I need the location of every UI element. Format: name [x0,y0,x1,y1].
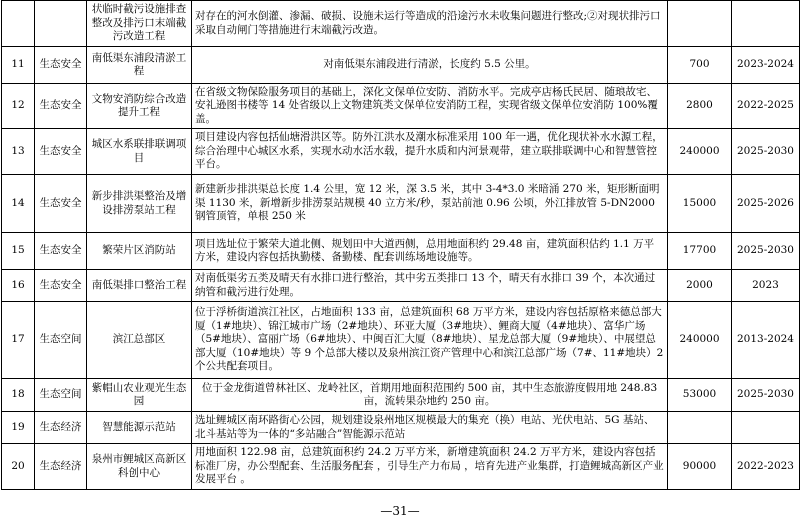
row-number: 18 [2,379,35,412]
row-project-name: 智慧能源示范站 [87,412,192,444]
table-row [2,1,800,47]
row-category [35,1,87,47]
row-investment: 2800 [668,84,732,129]
table-row [2,175,800,233]
row-category: 生态安全 [35,129,87,175]
table-row [2,84,800,129]
row-number: 14 [2,175,35,233]
row-period: 2023-2024 [732,47,800,84]
row-content: 在省级文物保险服务项目的基础上，深化文保单位安防、消防水平。完成亭店杨氏民居、随琅故宅、安礼逊图书楼等 14 处省级以上文物建筑类文保单位安消防工程，实现省级文保单位安消防 100%覆盖。 [192,84,668,129]
table-row [2,412,800,444]
row-number: 15 [2,233,35,270]
row-investment: 240000 [668,129,732,175]
row-category: 生态空间 [35,302,87,379]
table-row [2,129,800,175]
row-content: 对南低渠劣五类及晴天有水排口进行整治，其中劣五类排口 13 个，晴天有水排口 39 个，本次通过纳管和截污进行处理。 [192,270,668,302]
row-number: 16 [2,270,35,302]
project-table [1,0,800,490]
row-period [732,412,800,444]
row-investment: 53000 [668,379,732,412]
row-number: 11 [2,47,35,84]
row-content: 选址鲤城区南环路街心公园，规划建设泉州地区规模最大的集充（换）电站、光伏电站、5G 基站、北斗基站等为一体的“多站融合”智能源示范站 [192,412,668,444]
row-category: 生态安全 [35,233,87,270]
row-number: 20 [2,444,35,490]
row-period: 2025-2030 [732,233,800,270]
row-content: 项目选址位于繁荣大道北侧、规划田中大道西侧，总用地面积约 29.48 亩，建筑面积估约 1.1 万平方米，建设内容包括执勤楼、备勤楼、配套训练场地设施等。 [192,233,668,270]
row-project-name: 状临时截污设施排查整改及排污口末端截污改造工程 [87,1,192,47]
row-content: 新建新步排洪渠总长度 1.4 公里，宽 12 米，深 3.5 米，其中 3-4*3.0 米暗涌 270 米，矩形断面明渠 1130 米，新增新步排涝泵站规模 40 立方米/秒，泵站前池 0.96 公顷，外江排放管 5-DN2000 钢管顶管，单根 250 米 [192,175,668,233]
row-category: 生态经济 [35,444,87,490]
row-project-name: 南低渠排口整治工程 [87,270,192,302]
row-category: 生态经济 [35,412,87,444]
row-investment: 240000 [668,302,732,379]
row-content: 对南低渠东浦段进行清淤，长度约 5.5 公里。 [192,47,668,84]
row-period: 2025-2026 [732,175,800,233]
row-category: 生态安全 [35,84,87,129]
row-project-name: 泉州市鲤城区高新区科创中心 [87,444,192,490]
row-period: 2025-2030 [732,379,800,412]
row-project-name: 滨江总部区 [87,302,192,379]
row-investment: 15000 [668,175,732,233]
table-row [2,47,800,84]
row-number [2,1,35,47]
row-category: 生态安全 [35,175,87,233]
row-project-name: 紫帽山农业观光生态园 [87,379,192,412]
row-number: 13 [2,129,35,175]
row-project-name: 繁荣片区消防站 [87,233,192,270]
row-period: 2025-2030 [732,129,800,175]
row-investment: 17700 [668,233,732,270]
table-row [2,379,800,412]
row-project-name: 新步排洪渠整治及增设排涝泵站工程 [87,175,192,233]
row-content: 对存在的河水倒灌、渗漏、破损、设施未运行等造成的沿途污水未收集问题进行整改;②对现状排污口采取自动闸门等措施进行末端截污改造。 [192,1,668,47]
row-period: 2013-2024 [732,302,800,379]
row-content: 项目建设内容包括仙塘滑洪区等。防外江洪水及潮水标准采用 100 年一遇，优化现状补水水源工程，综合治理中心城区水系，实现水动水活水载，提升水质和内河景观带，建立联排联调中心和智慧管控平台。 [192,129,668,175]
row-period: 2023 [732,270,800,302]
row-content: 位于金龙街道曾林社区、龙岭社区，首期用地面积范围约 500 亩，其中生态旅游度假用地 248.83 亩，流转果杂地约 250 亩。 [192,379,668,412]
row-period: 2022-2025 [732,84,800,129]
row-project-name: 文物安消防综合改造提升工程 [87,84,192,129]
row-number: 19 [2,412,35,444]
row-investment: 90000 [668,444,732,490]
row-project-name: 城区水系联排联调项目 [87,129,192,175]
row-content: 用地面积 122.98 亩，总建筑面积约 24.2 万平方米，新增建筑面积 24.2 万平方米，建设内容包括标准厂房，办公型配套、生活服务配套 ，引导生产力布局 ，培育先进产业集群，打造鲤城高新区产业发展平台 。 [192,444,668,490]
row-category: 生态安全 [35,270,87,302]
row-category: 生态空间 [35,379,87,412]
row-period [732,1,800,47]
table-row [2,270,800,302]
row-period: 2022-2023 [732,444,800,490]
row-number: 12 [2,84,35,129]
row-content: 位于浮桥街道滨江社区，占地面积 133 亩，总建筑面积 68 万平方米，建设内容包括原格来德总部大厦（1#地块）、锦江城市广场（2#地块）、环亚大厦（3#地块）、鲤商大厦（4#地块）、富华广场（5#地块）、富丽广场（6#地块）、中闽百汇大厦（8#地块）、星龙总部大厦（9#地块）、中展望总部大厦（10#地块）等 9 个总部大楼以及泉州滨江资产管理中心和滨江总部广场（7#、11#地块）2 个公共配套项目。 [192,302,668,379]
table-row [2,302,800,379]
row-investment: 2000 [668,270,732,302]
row-number: 17 [2,302,35,379]
row-investment [668,412,732,444]
row-investment [668,1,732,47]
page-number: —31— [380,504,420,518]
table-row [2,444,800,490]
row-category: 生态安全 [35,47,87,84]
row-project-name: 南低渠东浦段清淤工程 [87,47,192,84]
table-row [2,233,800,270]
row-investment: 700 [668,47,732,84]
